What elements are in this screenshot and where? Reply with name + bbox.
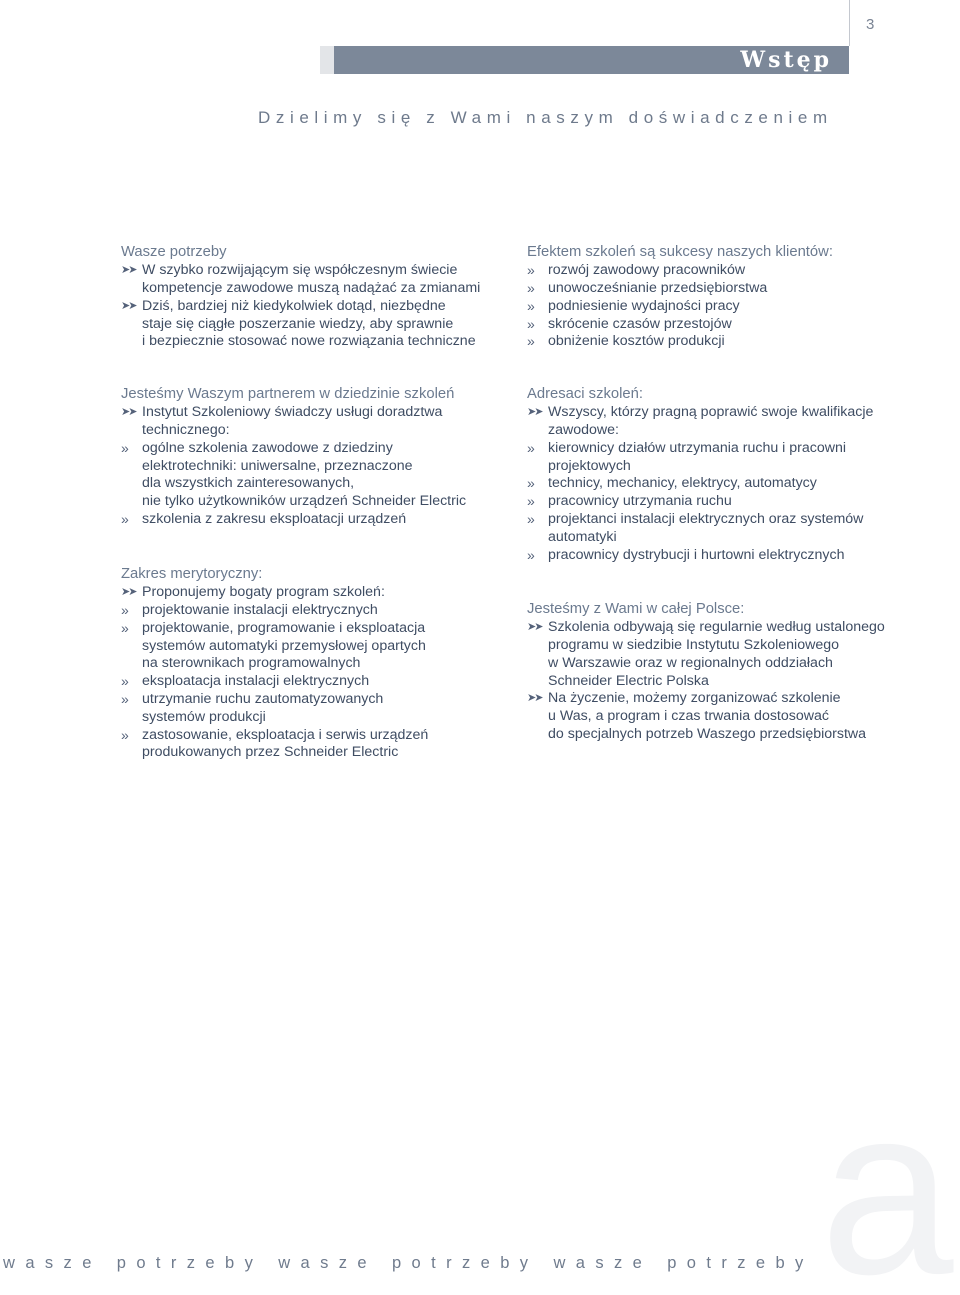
section-heading: Wasze potrzeby xyxy=(121,244,227,260)
list-item-text: pracownicy utrzymania ruchu xyxy=(548,493,732,510)
page-subtitle: Dzielimy się z Wami naszym doświadczeniem xyxy=(258,108,833,127)
chevron-bullet-icon: » xyxy=(121,439,128,456)
list-item xyxy=(121,620,501,673)
list-item-text: szkolenia z zakresu eksploatacji urządzeń xyxy=(142,511,407,528)
list-item xyxy=(527,475,937,493)
list-item-text: kierownicy działów utrzymania ruchu i pracowni projektowych xyxy=(548,439,847,474)
chevron-bullet-icon: » xyxy=(121,511,128,528)
chevron-bullet-icon: » xyxy=(527,262,534,279)
list-item xyxy=(121,602,501,620)
list-item-text: ogólne szkolenia zawodowe z dziedziny elektrotechniki: uniwersalne, przeznaczone dla wszystkich zainteresowanych, nie tylko użytkowników urządzeń Schneider Electric xyxy=(142,439,467,510)
page-number: 3 xyxy=(866,16,875,33)
section-adresaci xyxy=(527,386,937,564)
arrow-bullet-icon: ➤➤ xyxy=(527,621,542,634)
list-item xyxy=(527,547,937,565)
arrow-bullet-icon: ➤➤ xyxy=(121,406,136,419)
list-item xyxy=(527,440,937,476)
chevron-bullet-icon: » xyxy=(527,475,534,492)
list-item-text: projektanci instalacji elektrycznych oraz systemów automatyki xyxy=(548,511,864,545)
list-item-text: skrócenie czasów przestojów xyxy=(548,315,732,332)
list-item xyxy=(527,298,937,316)
list-item-text: pracownicy dystrybucji i hurtowni elektrycznych xyxy=(548,546,845,563)
list-item xyxy=(121,262,501,298)
page-title: Wstęp xyxy=(740,47,832,73)
list-item xyxy=(527,280,937,298)
arrow-bullet-icon: ➤➤ xyxy=(121,299,136,312)
section-heading: Jesteśmy Waszym partnerem w dziedzinie szkoleń xyxy=(121,386,455,402)
section-efektem xyxy=(527,244,937,351)
list-item xyxy=(527,690,937,743)
chevron-bullet-icon: » xyxy=(527,546,534,563)
list-item-text: projektowanie, programowanie i eksploatacja systemów automatyki przemysłowej opartych na sterownikach programowalnych xyxy=(142,619,426,672)
list-item-text: obniżenie kosztów produkcji xyxy=(548,333,725,350)
list-item-text: Proponujemy bogaty program szkoleń: xyxy=(142,584,385,601)
list-item-text: Wszyscy, którzy pragną poprawić swoje kwalifikacje zawodowe: xyxy=(548,404,874,439)
list-item xyxy=(121,440,501,511)
section-heading: Zakres merytoryczny: xyxy=(121,566,263,582)
chevron-bullet-icon: » xyxy=(527,511,534,528)
list-item-text: W szybko rozwijającym się współczesnym świecie kompetencje zawodowe muszą nadążać za zmianami xyxy=(142,262,481,297)
section-heading: Jesteśmy z Wami w całej Polsce: xyxy=(527,601,745,617)
list-item xyxy=(121,511,501,529)
chevron-bullet-icon: » xyxy=(121,691,128,708)
chevron-bullet-icon: » xyxy=(527,333,534,350)
section-partner xyxy=(121,386,501,529)
list-item xyxy=(527,511,937,547)
arrow-bullet-icon: ➤➤ xyxy=(121,264,136,277)
chevron-bullet-icon: » xyxy=(527,439,534,456)
section-polska xyxy=(527,601,937,744)
list-item-text: Dziś, bardziej niż kiedykolwiek dotąd, niezbędne staje się ciągłe poszerzanie wiedzy, aby sprawnie i bezpiecznie stosować nowe rozwiązania techniczne xyxy=(142,297,476,350)
list-item-text: Szkolenia odbywają się regularnie według ustalonego programu w siedzibie Instytutu Szkoleniowego w Warszawie oraz w regionalnych oddziałach Schneider Electric Polska xyxy=(548,619,885,689)
chevron-bullet-icon: » xyxy=(121,726,128,743)
list-item xyxy=(121,673,501,691)
section-heading: Adresaci szkoleń: xyxy=(527,386,643,402)
chevron-bullet-icon: » xyxy=(527,280,534,297)
chevron-bullet-icon: » xyxy=(121,619,128,636)
footer-tagline: wasze potrzeby wasze potrzeby wasze potrzeby xyxy=(3,1254,814,1272)
list-item xyxy=(121,727,501,763)
list-item xyxy=(527,404,937,440)
section-wasze-potrzeby xyxy=(121,244,501,351)
list-item xyxy=(527,262,937,280)
chevron-bullet-icon: » xyxy=(121,602,128,619)
list-item xyxy=(527,333,937,351)
list-item-text: rozwój zawodowy pracowników xyxy=(548,262,746,279)
list-item xyxy=(121,404,501,440)
list-item-text: technicy, mechanicy, elektrycy, automatycy xyxy=(548,475,817,492)
list-item xyxy=(121,298,501,351)
chevron-bullet-icon: » xyxy=(527,493,534,510)
arrow-bullet-icon: ➤➤ xyxy=(121,586,136,599)
list-item-text: projektowanie instalacji elektrycznych xyxy=(142,602,378,619)
section-heading: Efektem szkoleń są sukcesy naszych klientów: xyxy=(527,244,833,260)
arrow-bullet-icon: ➤➤ xyxy=(527,406,542,419)
list-item-text: Na życzenie, możemy zorganizować szkolenie u Was, a program i czas trwania dostosować do specjalnych potrzeb Waszego przedsiębiorstwa xyxy=(548,690,867,743)
list-item xyxy=(121,691,501,727)
chevron-bullet-icon: » xyxy=(121,673,128,690)
list-item-text: unowocześnianie przedsiębiorstwa xyxy=(548,280,768,297)
watermark-letter: a xyxy=(820,1056,954,1295)
list-item xyxy=(527,316,937,334)
list-item-text: zastosowanie, eksploatacja i serwis urządzeń produkowanych przez Schneider Electric xyxy=(142,726,429,761)
list-item-text: Instytut Szkoleniowy świadczy usługi doradztwa technicznego: xyxy=(142,404,443,439)
list-item xyxy=(121,584,501,602)
list-item xyxy=(527,619,937,690)
arrow-bullet-icon: ➤➤ xyxy=(527,692,542,705)
section-zakres xyxy=(121,566,501,762)
chevron-bullet-icon: » xyxy=(527,297,534,314)
chevron-bullet-icon: » xyxy=(527,315,534,332)
list-item xyxy=(527,493,937,511)
corner-rule xyxy=(849,0,850,46)
header-bar-accent xyxy=(320,46,334,74)
list-item-text: eksploatacja instalacji elektrycznych xyxy=(142,673,370,690)
list-item-text: utrzymanie ruchu zautomatyzowanych systemów produkcji xyxy=(142,691,384,725)
list-item-text: podniesienie wydajności pracy xyxy=(548,297,740,314)
